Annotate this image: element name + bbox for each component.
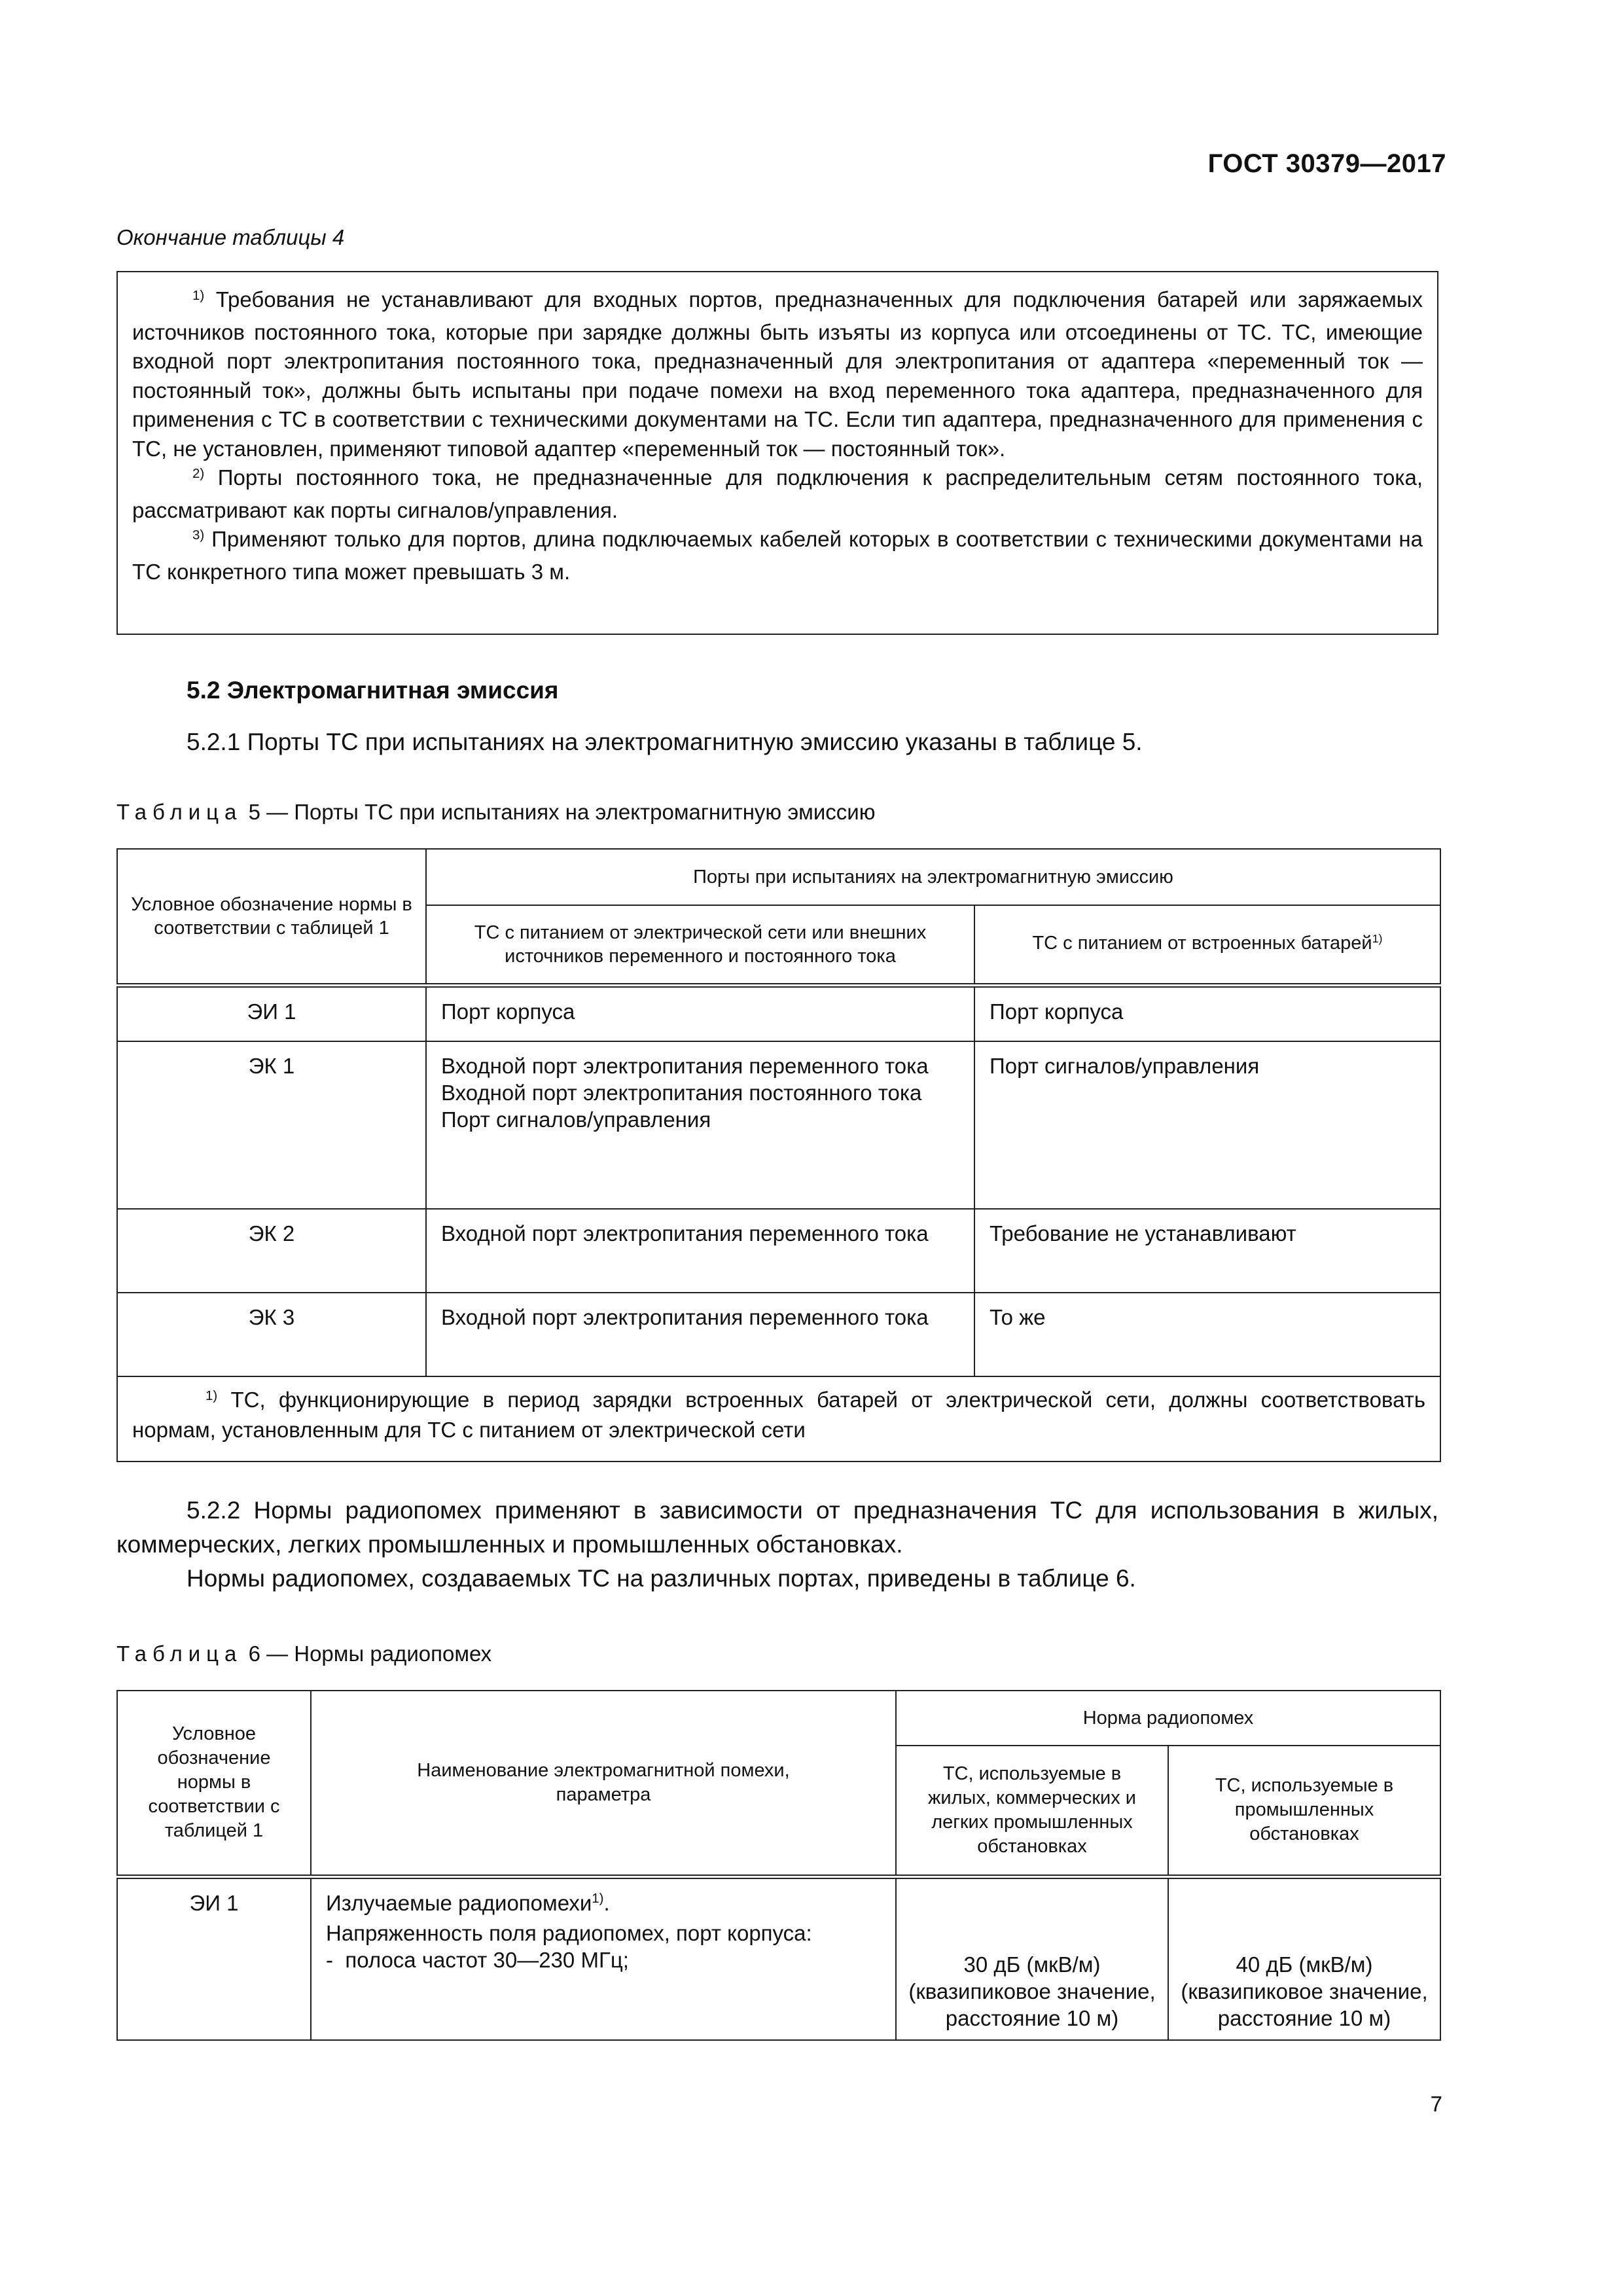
t5-mains: Входной порт электропитания переменного тока Входной порт электропитания постоянного тока Порт сигналов/управления [426, 1041, 974, 1209]
table4-continuation-title: Окончание таблицы 4 [116, 225, 345, 249]
t5-mains: Входной порт электропитания переменного тока [426, 1293, 974, 1376]
t6-head-name: Наименование электромагнитной помехи, параметра [311, 1691, 896, 1876]
t6-name: Излучаемые радиопомехи$^{1)}$. Напряженность поля радиопомех, порт корпуса: - полоса частот 30—230 МГц; [311, 1876, 896, 2040]
footnote-2: $^{2)}$ Порты постоянного тока, не предназначенные для подключения к распределительным сетям постоянного тока, рассматривают как порты сигналов/управления. [132, 465, 1423, 522]
t5-row [117, 1209, 1440, 1293]
t6-value-residential: 30 дБ (мкВ/м) (квазипиковое значение, расстояние 10 м) [896, 1876, 1168, 2040]
table6 [116, 1690, 1441, 2041]
paragraph-5-2-1: 5.2.1 Порты ТС при испытаниях на электромагнитную эмиссию указаны в таблице 5. [187, 728, 1143, 755]
t6-head-group: Норма радиопомех [896, 1691, 1440, 1746]
t5-code: ЭК 3 [117, 1293, 426, 1376]
t6-head-industrial: ТС, используемые в промышленных обстановках [1168, 1746, 1440, 1876]
paragraph-5-2-2 [116, 1494, 1438, 1596]
t5-row [117, 1041, 1440, 1209]
t5-head-code: Условное обозначение нормы в соответствии с таблицей 1 [117, 849, 426, 985]
t5-code: ЭК 1 [117, 1041, 426, 1209]
t6-value-industrial: 40 дБ (мкВ/м) (квазипиковое значение, расстояние 10 м) [1168, 1876, 1440, 2040]
t5-code: ЭИ 1 [117, 985, 426, 1041]
document-code: ГОСТ 30379—2017 [1207, 149, 1446, 178]
p-5-2-2-line2: Нормы радиопомех, создаваемых ТС на различных портах, приведены в таблице 6. [187, 1565, 1136, 1592]
t5-head-mains: ТС с питанием от электрической сети или внешних источников переменного и постоянного тока [426, 905, 974, 985]
t5-head-group: Порты при испытаниях на электромагнитную эмиссию [426, 849, 1440, 905]
t5-head-battery: ТС с питанием от встроенных батарей$^{1)}$ [974, 905, 1440, 985]
t5-mains: Порт корпуса [426, 985, 974, 1041]
t5-code: ЭК 2 [117, 1209, 426, 1293]
page-number: 7 [1430, 2092, 1442, 2116]
footnote-3: $^{3)}$ Применяют только для портов, длина подключаемых кабелей которых в соответствии с техническими документами на ТС конкретного типа может превышать 3 м. [132, 527, 1423, 584]
t6-head-residential: ТС, используемые в жилых, коммерческих и легких промышленных обстановках [896, 1746, 1168, 1876]
t6-row [117, 1876, 1440, 2040]
table4-footnotes-box [116, 271, 1438, 635]
p-5-2-2-line1: 5.2.2 Нормы радиопомех применяют в зависимости от предназначения ТС для использования в жилых, коммерческих, легких промышленных и промышленных обстановках. [116, 1497, 1438, 1558]
t5-battery: То же [974, 1293, 1440, 1376]
t5-row [117, 985, 1440, 1041]
t5-battery: Порт корпуса [974, 985, 1440, 1041]
t5-mains: Входной порт электропитания переменного тока [426, 1209, 974, 1293]
t5-battery: Порт сигналов/управления [974, 1041, 1440, 1209]
t5-footnote: $^{1)}$ ТС, функционирующие в период зарядки встроенных батарей от электрической сети, должны соответствовать нормам, установленным для ТС с питанием от электрической сети [117, 1376, 1440, 1462]
table5 [116, 848, 1441, 1462]
table5-caption: Таблица 5 — Порты ТС при испытаниях на электромагнитную эмиссию [116, 800, 876, 824]
footnote-1: $^{1)}$ Требования не устанавливают для входных портов, предназначенных для подключения батарей или заряжаемых источников постоянного тока, которые при зарядке должны быть изъяты из корпуса или отсоединены от ТС. ТС, имеющие входной порт электропитания постоянного тока, предназначенный для электропитания от адаптера «переменный ток — постоянный ток», должны быть испытаны при подаче помехи на вход переменного тока адаптера, предназначенного для применения с ТС в соответствии с техническими документами на ТС. Если тип адаптера, предназначенного для применения с ТС, не установлен, применяют типовой адаптер «переменный ток — постоянный ток». [132, 287, 1423, 461]
t5-row [117, 1293, 1440, 1376]
t6-code: ЭИ 1 [117, 1876, 311, 2040]
t5-battery: Требование не устанавливают [974, 1209, 1440, 1293]
section-heading: 5.2 Электромагнитная эмиссия [187, 677, 559, 704]
table6-caption: Таблица 6 — Нормы радиопомех [116, 1641, 492, 1666]
t6-head-code: Условное обозначение нормы в соответствии с таблицей 1 [117, 1691, 311, 1876]
